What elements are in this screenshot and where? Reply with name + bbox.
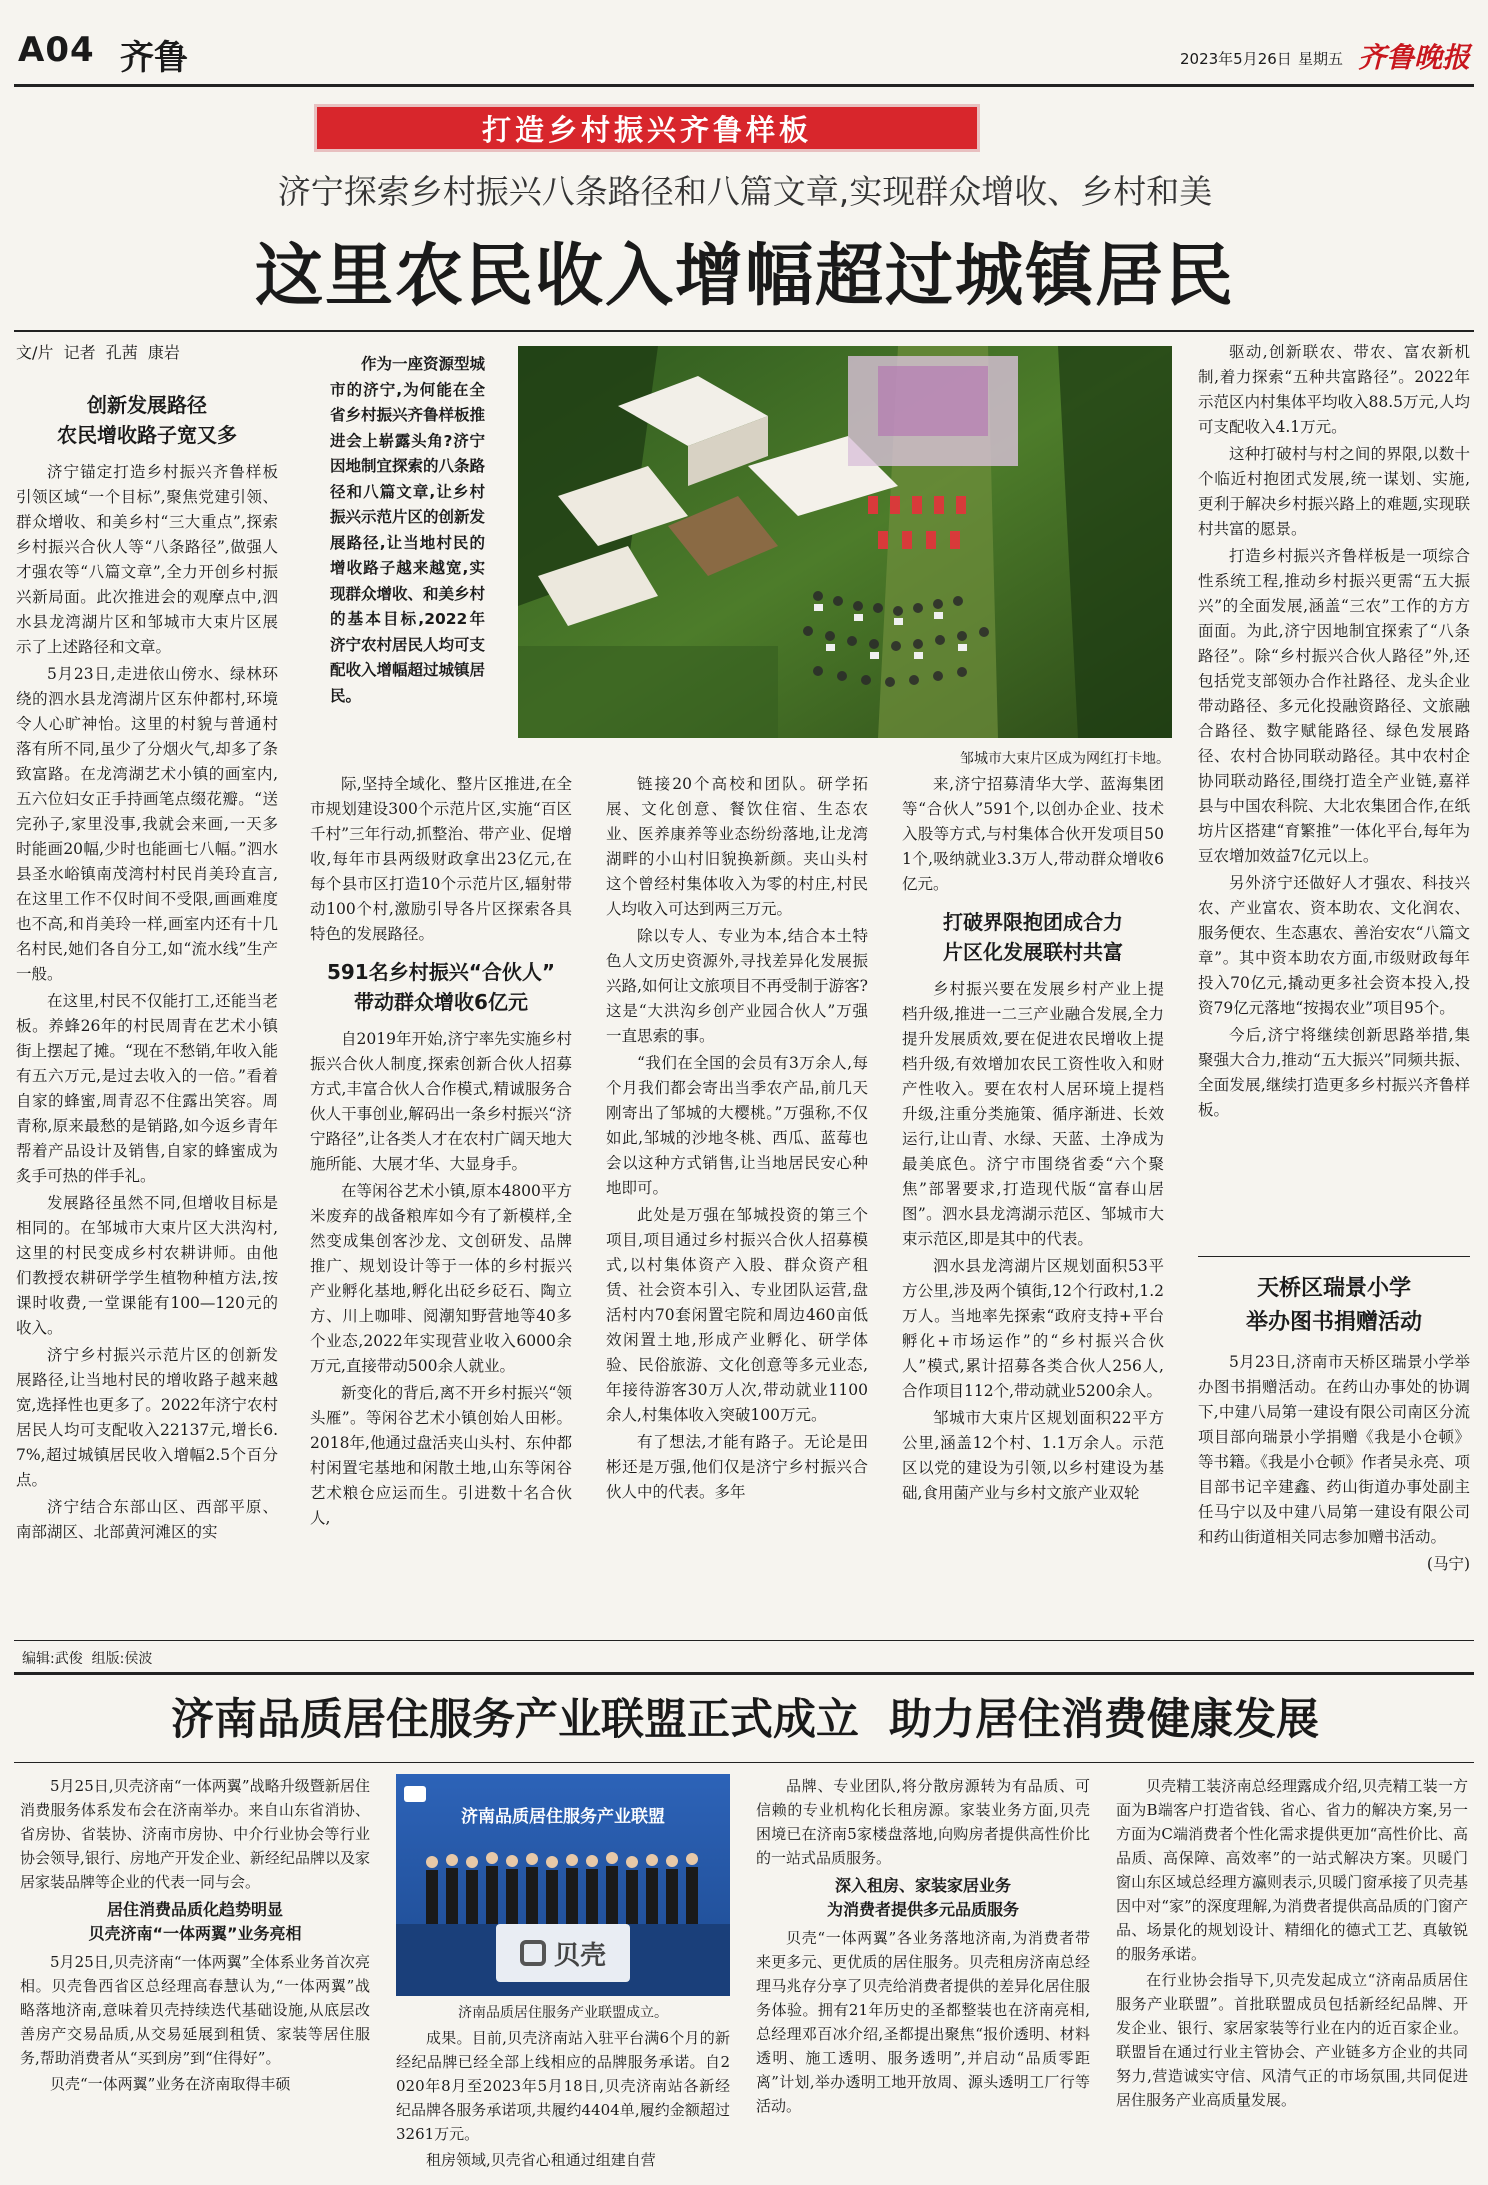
article2-col2-body: [396, 2026, 730, 2172]
paragraph: 5月23日,济南市天桥区瑞景小学举办图书捐赠活动。在药山办事处的协调下,中建八局第一建设有限公司南区分流项目部向瑞景小学捐赠《我是小仓顿》等书籍。《我是小仓顿》作者吴永亮、项目部书记辛建鑫、药山街道办事处副主任马宁以及中建八局第一建设有限公司和药山街道相关同志参加赠书活动。: [1198, 1353, 1470, 1546]
article2-col1-body-b: [20, 1950, 370, 2096]
logo-text: 贝壳: [553, 1940, 606, 1971]
festival-photo-illustration: [518, 346, 1172, 738]
paragraph: 乡村振兴要在发展乡村产业上提档升级,推进一二三产业融合发展,全力提升发展质效,要在促进农民增收上提档升级,有效增加农民工资性收入和财产性收入。要在农村人居环境上提档升级,注重分类施策、循序渐进、长效运行,让山青、水绿、天蓝、土净成为最美底色。济宁市围绕省委“六个聚焦”部署要求,打造现代版“富春山居图”。泗水县龙湾湖示范区、邹城市大束示范区,即是其中的代表。: [902, 980, 1164, 1248]
issue-date: 2023年5月26日: [1180, 50, 1292, 68]
article2-col1-body: [20, 1774, 370, 1894]
paragraph: 济宁结合东部山区、西部平原、南部湖区、北部黄河滩区的实: [16, 1498, 278, 1541]
article1-column-5: [1198, 340, 1470, 1220]
paragraph: 今后,济宁将继续创新思路举措,集聚强大合力,推动“五大振兴”同频共振、全面发展,继续打造更多乡村振兴齐鲁样板。: [1198, 1026, 1470, 1119]
paragraph: 品牌、专业团队,将分散房源转为有品质、可信赖的专业机构化长租房源。家装业务方面,贝壳困境已在济南5家楼盘落地,向购房者提供高性价比的一站式品质服务。: [756, 1777, 1090, 1867]
article1-photo: [518, 346, 1172, 738]
article1-lead-text: 作为一座资源型城市的济宁,为何能在全省乡村振兴齐鲁样板推进会上崭露头角?济宁因地制宜探索的八条路径和八篇文章,让乡村振兴示范片区的创新发展路径,让当地村民的增收路子越来越宽,实现群众增收、和美乡村的基本目标,2022年济宁农村居民人均可支配收入增幅超过城镇居民。: [330, 355, 485, 705]
article2-col3-body: [756, 1774, 1090, 1870]
page-number: A04: [18, 30, 95, 70]
article2-photo: [396, 1774, 730, 1996]
brief-body: [1198, 1350, 1470, 1550]
article1-column-4: [902, 772, 1164, 1632]
paragraph: 5月23日,走进依山傍水、绿林环绕的泗水县龙湾湖片区东仲都村,环境令人心旷神怡。这里的村貌与普通村落有所不同,虽少了分烟火气,却多了条致富路。在龙湾湖艺术小镇的画室内,五六位妇女正手持画笔点缀花瓣。“送完孙子,家里没事,我就会来画,一天多时能画20幅,少时也能画七八幅。”泗水县圣水峪镇南茂湾村村民肖美玲直言,在这里工作不仅时间不受限,画画难度也不高,和肖美玲一样,画室内还有十几名村民,她们各自分工,如“流水线”生产一般。: [16, 665, 278, 983]
paragraph: 贝壳“一体两翼”各业务落地济南,为消费者带来更多元、更优质的居住服务。贝壳租房济南总经理马兆存分享了贝壳给消费者提供的差异化居住服务体验。拥有21年历史的圣都整装也在济南亮相,总经理邓百冰介绍,圣都提出聚焦“报价透明、材料透明、施工透明、服务透明”,并启动“品质零距离”计划,举办透明工地开放周、源头透明工厂行等活动。: [756, 1929, 1090, 2115]
article1-column-2: [310, 772, 572, 1632]
article1-subhead-1: 创新发展路径 农民增收路子宽又多: [57, 393, 237, 447]
paragraph: 驱动,创新联农、带农、富农新机制,着力探索“五种共富路径”。2022年示范区内村集体平均收入88.5万元,人均可支配收入4.1万元。: [1198, 343, 1470, 436]
paragraph: 发展路径虽然不同,但增收目标是相同的。在邹城市大束片区大洪沟村,这里的村民变成乡村农耕讲师。由他们教授农耕研学学生植物种植方法,按课时收费,一堂课能有100—120元的收入。: [16, 1194, 278, 1337]
article1-col2-body: [310, 772, 572, 947]
article2-photo-caption: 济南品质居住服务产业联盟成立。: [458, 2005, 668, 2021]
section-divider: [14, 1672, 1474, 1675]
article1-col2-body-b: [310, 1027, 572, 1531]
paragraph: 租房领域,贝壳省心租通过组建自营: [426, 2151, 656, 2169]
paragraph: 贝壳精工装济南总经理露成介绍,贝壳精工装一方面为B端客户打造省钱、省心、省力的解决方案,另一方面为C端消费者个性化需求提供更加“高性价比、高品质、高保障、高效率”的一站式解决方案。贝暖门窗山东区域总经理方瀛则表示,贝暖门窗承接了贝壳基因中对“家”的深度理解,为消费者提供高品质的门窗产品、场景化的规划设计、精细化的德式工艺、真敏锐的服务承诺。: [1116, 1777, 1468, 1963]
paragraph: 在行业协会指导下,贝壳发起成立“济南品质居住服务产业联盟”。首批联盟成员包括新经纪品牌、开发企业、银行、家居家装等行业在内的近百家企业。联盟旨在通过行业主管协会、产业链多方企业的共同努力,营造诚实守信、风清气正的市场氛围,共同促进居住服务产业高质量发展。: [1116, 1971, 1468, 2109]
paragraph: 邹城市大束片区规划面积22平方公里,涵盖12个村、1.1万余人。示范区以党的建设为引领,以乡村建设为基础,食用菌产业与乡村文旅产业双轮: [902, 1409, 1164, 1502]
article2-headline: 济南品质居住服务产业联盟正式成立 助力居住消费健康发展: [171, 1695, 1319, 1745]
brief-signoff: (马宁): [1426, 1555, 1470, 1573]
article2-column-4: [1116, 1774, 1468, 2174]
brief-top-rule: [1198, 1256, 1470, 1257]
paragraph: 来,济宁招募清华大学、蓝海集团等“合伙人”591个,以创办企业、技术入股等方式,与村集体合伙开发项目501个,吸纳就业3.3万人,带动群众增收6亿元。: [902, 775, 1164, 893]
article1-headline: 这里农民收入增幅超过城镇居民: [254, 236, 1235, 316]
paragraph: 际,坚持全域化、整片区推进,在全市规划建设300个示范片区,实施“百区千村”三年行动,抓整治、带产业、促增收,每年市县两级财政拿出23亿元,在每个县市区打造10个示范片区,辐射带动100个村,激励引导各片区探索各具特色的发展路径。: [310, 775, 572, 943]
header-rule: [14, 84, 1474, 87]
brief-article: [1198, 1272, 1470, 1632]
paragraph: 在等闲谷艺术小镇,原本4800平方米废弃的战备粮库如今有了新模样,全然变成集创客沙龙、文创研发、品牌推广、规划设计等于一体的乡村振兴产业孵化基地,孵化出砭乡砭石、陶立方、川上咖啡、阅潮知野营地等40多个业态,2022年实现营业收入6000余万元,直接带动500余人就业。: [310, 1182, 572, 1375]
paragraph: 5月25日,贝壳济南“一体两翼”战略升级暨新居住消费服务体系发布会在济南举办。来自山东省消协、省房协、省装协、济南市房协、中介行业协会等行业协会领导,银行、房地产开发企业、新经纪品牌以及家居家装品牌等企业的代表一同与会。: [20, 1777, 370, 1891]
article2-column-1: [20, 1774, 370, 2174]
paragraph: 此处是万强在邹城投资的第三个项目,项目通过乡村振兴合伙人招募模式,以村集体资产入股、群众资产租赁、社会资本引入、专业团队运营,盘活村内70套闲置宅院和周边460亩低效闲置土地,形成产业孵化、研学体验、民俗旅游、文化创意等多元业态,年接待游客30万人次,带动就业1100余人,村集体收入突破100万元。: [606, 1206, 868, 1424]
article2-col4-body: [1116, 1774, 1468, 2112]
article2-col3-body-b: [756, 1926, 1090, 2118]
masthead-logo: 齐鲁晚报: [1358, 41, 1471, 74]
article1-column-3: [606, 772, 868, 1632]
article1-subhead-2: 591名乡村振兴“合伙人” 带动群众增收6亿元: [326, 960, 556, 1014]
paragraph: 自2019年开始,济宁率先实施乡村振兴合伙人制度,探索创新合伙人招募方式,丰富合伙人合作模式,精诚服务合伙人干事创业,解码出一条乡村振兴“济宁路径”,让各类人才在农村广阔天地大施所能、大展才华、大显身手。: [310, 1030, 572, 1173]
paragraph: 在这里,村民不仅能打工,还能当老板。养蜂26年的村民周青在艺术小镇街上摆起了摊。“现在不愁销,年收入能有五六万元,是过去收入的一倍。”看着自家的蜂蜜,周青忍不住露出笑容。周青称,原来最愁的是销路,如今返乡青年帮着产品设计及销售,自家的蜂蜜成为炙手可热的伴手礼。: [16, 992, 278, 1185]
paragraph: 成果。目前,贝壳济南站入驻平台满6个月的新经纪品牌已经全部上线相应的品牌服务承诺。自2020年8月至2023年5月18日,贝壳济南站各新经纪品牌各服务承诺项,共履约4404单,履约金额超过3261万元。: [396, 2029, 730, 2143]
article2-column-3: [756, 1774, 1090, 2174]
editors-credit: 编辑:武俊 组版:侯波: [22, 1651, 153, 1667]
topic-banner: [314, 104, 980, 152]
paragraph: 有了想法,才能有路子。无论是田彬还是万强,他们仅是济宁乡村振兴合伙人中的代表。多年: [606, 1433, 868, 1501]
article2-photo-logo: [496, 1924, 630, 1982]
article1-column-1: [16, 340, 278, 1600]
paragraph: 济宁锚定打造乡村振兴齐鲁样板引领区域“一个目标”,聚焦党建引领、群众增收、和美乡村“三大重点”,探索乡村振兴合伙人等“八条路径”,做强人才强农等“八篇文章”,全力开创乡村振兴新局面。此次推进会的观摩点中,泗水县龙湾湖片区和邹城市大束片区展示了上述路径和文章。: [16, 463, 278, 656]
article2-subhead-1: 居住消费品质化趋势明显 贝壳济南“一体两翼”业务亮相: [88, 1900, 302, 1943]
article1-col3-body: [606, 772, 868, 1505]
section-name: 齐鲁: [120, 38, 188, 78]
article1-byline: 文/片 记者 孔茜 康岩: [16, 343, 180, 362]
article1-photo-caption: 邹城市大束片区成为网红打卡地。: [960, 751, 1170, 767]
paragraph: 贝壳“一体两翼”业务在济南取得丰硕: [50, 2075, 291, 2093]
article2-rule: [14, 1762, 1474, 1763]
headline-rule: [14, 330, 1474, 332]
topic-banner-text: 打造乡村振兴齐鲁样板: [481, 112, 812, 147]
paragraph: 链接20个高校和团队。研学拓展、文化创意、餐饮住宿、生态农业、医养康养等业态纷纷落地,让龙湾湖畔的小山村旧貌换新颜。夹山头村这个曾经村集体收入为零的村庄,村民人均收入可达到两三万元。: [606, 775, 868, 918]
paragraph: 泗水县龙湾湖片区规划面积53平方公里,涉及两个镇街,12个行政村,1.2万人。当地率先探索“政府支持+平台孵化+市场运作”的“乡村振兴合伙人”模式,累计招募各类合伙人256人,合作项目112个,带动就业5200余人。: [902, 1257, 1164, 1400]
brief-headline: 天桥区瑞景小学 举办图书捐赠活动: [1245, 1276, 1422, 1335]
article1-kicker: 济宁探索乡村振兴八条路径和八篇文章,实现群众增收、乡村和美: [277, 172, 1213, 211]
article1-lead: [330, 352, 485, 742]
paragraph: 5月25日,贝壳济南“一体两翼”全体系业务首次亮相。贝壳鲁西省区总经理高春慧认为,“一体两翼”战略落地济南,意味着贝壳持续迭代基础设施,从底层改善房产交易品质,从交易延展到租赁、家装等居住服务,帮助消费者从“买到房”到“住得好”。: [20, 1953, 370, 2067]
paragraph: 这种打破村与村之间的界限,以数十个临近村抱团式发展,统一谋划、实施,更利于解决乡村振兴路上的难题,实现联村共富的愿景。: [1198, 445, 1470, 538]
article2-subhead-2: 深入租房、家装家居业务 为消费者提供多元品质服务: [826, 1876, 1019, 1919]
article1-col5-body: [1198, 340, 1470, 1123]
issue-weekday: 星期五: [1298, 50, 1344, 68]
article1-col1-body: [16, 460, 278, 1545]
paragraph: “我们在全国的会员有3万余人,每个月我们都会寄出当季农产品,前几天刚寄出了邹城的大樱桃。”万强称,不仅如此,邹城的沙地冬桃、西瓜、蓝莓也会以这种方式销售,让当地居民安心种地即可。: [606, 1054, 868, 1197]
paragraph: 另外济宁还做好人才强农、科技兴农、产业富农、资本助农、文化润农、服务便农、生态惠农、善治安农“八篇文章”。其中资本助农方面,市级财政每年投入70亿元,撬动更多社会资本投入,投资79亿元落地“按揭农业”项目95个。: [1198, 874, 1470, 1017]
paragraph: 新变化的背后,离不开乡村振兴“领头雁”。等闲谷艺术小镇创始人田彬。2018年,他通过盘活夹山头村、东仲都村闲置宅基地和闲散土地,山东等闲谷艺术粮仓应运而生。引进数十名合伙人,: [310, 1384, 572, 1527]
logo-mark-icon: [520, 1940, 546, 1966]
paragraph: 打造乡村振兴齐鲁样板是一项综合性系统工程,推动乡村振兴更需“五大振兴”的全面发展,涵盖“三农”工作的方方面面。为此,济宁因地制宜探索了“八条路径”。除“乡村振兴合伙人路径”外,还包括党支部领办合作社路径、龙头企业带动路径、多元化投融资路径、文旅融合路径、数字赋能路径、绿色发展路径、农村合协同联动路径。其中农村企协同联动路径,围绕打造全产业链,嘉祥县与中国农科院、大北农集团合作,在纸坊片区搭建“育繁推”一体化平台,每年为豆农增加效益7亿元以上。: [1198, 547, 1470, 865]
article2-column-2: [396, 2026, 730, 2176]
paragraph: 除以专人、专业为本,结合本土特色人文历史资源外,寻找差异化发展振兴路,如何让文旅项目不再受制于游客?这是“大洪沟乡创产业园合伙人”万强一直思索的事。: [606, 927, 868, 1045]
article2-photo-banner: 济南品质居住服务产业联盟: [461, 1807, 665, 1827]
article1-col4-body: [902, 772, 1164, 897]
editors-rule: [14, 1640, 1474, 1641]
paragraph: 济宁乡村振兴示范片区的创新发展路径,让当地村民的增收路子越来越宽,选择性也更多了。2022年济宁农村居民人均可支配收入22137元,增长6.7%,超过城镇居民收入增幅2.5个百分点。: [16, 1346, 278, 1489]
article1-col4-body-b: [902, 977, 1164, 1506]
article1-subhead-3: 打破界限抱团成合力 片区化发展联村共富: [943, 910, 1123, 964]
